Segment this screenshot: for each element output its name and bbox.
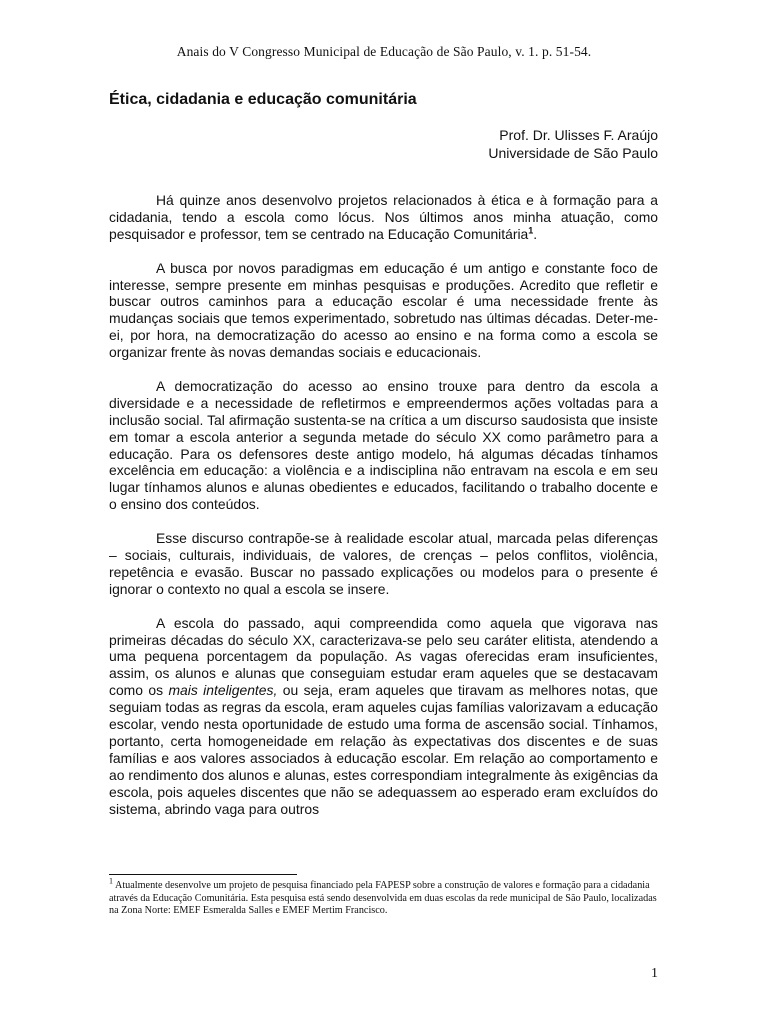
page-number: 1 [651,966,658,981]
footnote-reference: 1 [528,225,534,236]
footnote-separator [109,874,297,875]
paragraph-1 [109,192,658,243]
footnote-text: Atualmente desenvolve um projeto de pesquisa financiado pela FAPESP sobre a construção de valores e formação para a cidadania através da Educação Comunitária. Esta pesquisa está sendo desenvolvida em duas escolas da rede municipal de São Paulo, localizadas na Zona Norte: EMEF Esmeralda Salles e EMEF Mertim Francisco. [109,880,657,917]
author-affiliation: Universidade de São Paulo [488,145,658,161]
paragraph-3: A democratização do acesso ao ensino trouxe para dentro da escola a diversidade e a necessidade de refletirmos e empreendermos ações voltadas para a inclusão social. Tal afirmação sustenta-se na crítica a um discurso saudosista que insiste em tomar a escola anterior a segunda metade do século XX como parâmetro para a educação. Para os defensores deste antigo modelo, há algumas décadas tínhamos excelência em educação: a violência e a indisciplina não entravam na escola e em seu lugar tínhamos alunos e alunas obedientes e educados, facilitando o trabalho docente e o ensino dos conteúdos. [109,377,658,513]
paragraph-5-italic-phrase: mais inteligentes, [168,682,278,699]
paragraph-1-end: . [533,225,538,242]
paragraph-1-text: Há quinze anos desenvolvo projetos relacionados à ética e à formação para a cidadania, tendo a escola como lócus. Nos últimos anos minha atuação, como pesquisador e professor, tem se centrado na Educação Comunitária [109,192,658,242]
article-body [109,192,658,817]
author-name: Prof. Dr. Ulisses F. Araújo [499,127,658,143]
paragraph-5 [109,615,658,818]
paragraph-5-text-before: A escola do passado, aqui compreendida como aquela que vigorava nas primeiras décadas do século XX, caracterizava-se pelo seu caráter elitista, atendendo a uma pequena porcentagem da população. As vagas oferecidas eram insuficientes, assim, os alunos e alunas que conseguiam estudar eram aqueles que se destacavam como os [109,614,658,699]
footnote-marker: 1 [109,876,113,886]
footnote [109,876,660,918]
paragraph-4: Esse discurso contrapõe-se à realidade escolar atual, marcada pelas diferenças – sociais, culturais, individuais, de valores, de crenças – pelos conflitos, violência, repetência e evasão. Buscar no passado explicações ou modelos para o presente é ignorar o contexto no qual a escola se insere. [109,530,658,597]
running-header: Anais do V Congresso Municipal de Educação de São Paulo, v. 1. p. 51-54. [176,44,592,59]
paragraph-5-text-after: ou seja, eram aqueles que tiravam as melhores notas, que seguiam todas as regras da escola, eram aqueles cujas famílias valorizavam a educação escolar, vendo nesta oportunidade de estudo uma forma de ascensão social. Tínhamos, portanto, certa homogeneidade em relação às expectativas dos discentes e de suas famílias e aos valores associados à educação escolar. Em relação ao comportamento e ao rendimento dos alunos e alunas, estes correspondiam integralmente às exigências da escola, pois aqueles discentes que não se adequassem ao esperado eram excluídos do sistema, abrindo vaga para outros [109,682,658,817]
author-block [488,126,658,162]
article-title: Ética, cidadania e educação comunitária [109,91,417,108]
paragraph-2: A busca por novos paradigmas em educação é um antigo e constante foco de interesse, sempre presente em minhas pesquisas e produções. Acredito que refletir e buscar outros caminhos para a educação escolar é uma necessidade frente às mudanças sociais que temos experimentado, sobretudo nas últimas décadas. Deter-me-ei, por hora, na democratização do acesso ao ensino e na forma como a escola se organizar frente às novas demandas sociais e educacionais. [109,259,658,361]
